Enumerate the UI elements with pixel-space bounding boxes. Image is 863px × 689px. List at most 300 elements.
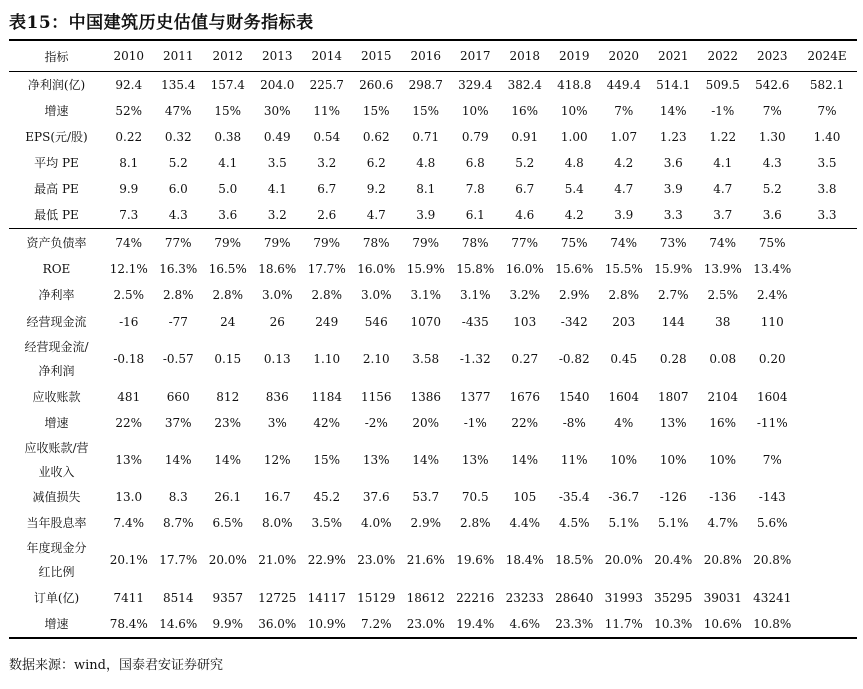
table-cell: 16.0%: [357, 262, 396, 276]
table-cell: 23.3%: [555, 617, 594, 631]
table-cell: 39031: [703, 590, 742, 605]
table-cell: 15%: [412, 104, 440, 118]
table-cell: 203: [612, 314, 636, 329]
table-cell: 4.2: [614, 156, 634, 170]
table-cell: 2.8%: [163, 288, 194, 302]
table-row: [9, 536, 857, 584]
table-cell: 0.20: [758, 352, 786, 366]
table-cell: 9.9%: [212, 617, 243, 631]
table-cell: 20.8%: [753, 553, 792, 567]
table-cell: 7%: [762, 453, 782, 467]
table-cell: 3.8: [817, 182, 837, 196]
header-year: 2017: [459, 49, 491, 63]
table-cell: 1.10: [313, 352, 341, 366]
table-cell: 6.5%: [212, 516, 243, 530]
table-cell: 78.4%: [109, 617, 148, 631]
header-year: 2024E: [807, 49, 847, 63]
row-label: 年度现金分 红比例: [26, 541, 87, 579]
table-cell: 79%: [263, 235, 291, 250]
table-cell: -0.57: [162, 352, 194, 366]
table-cell: 1070: [410, 314, 442, 329]
table-cell: 2.8%: [608, 288, 639, 302]
table-cell: 449.4: [606, 78, 641, 92]
table-cell: -342: [560, 314, 588, 329]
table-cell: -36.7: [608, 490, 640, 504]
table-cell: 514.1: [656, 78, 691, 92]
header-year: 2016: [410, 49, 442, 63]
source-note: 数据来源：wind，国泰君安证券研究: [9, 658, 223, 673]
table-cell: 3.1%: [410, 288, 441, 302]
table-cell: 8.7%: [163, 516, 194, 530]
table-cell: 5.2: [168, 156, 188, 170]
table-row: [9, 584, 857, 611]
row-label: 经营现金流: [26, 314, 87, 329]
table-row: [9, 228, 857, 256]
table-cell: -1%: [711, 104, 735, 118]
table-cell: 0.45: [610, 352, 638, 366]
table-cell: 3%: [267, 416, 287, 430]
table-cell: -435: [461, 314, 489, 329]
row-label: 增速: [44, 617, 69, 631]
table-cell: 1.23: [659, 130, 687, 144]
table-cell: 8.0%: [262, 516, 293, 530]
header-label: 指标: [44, 49, 69, 64]
table-cell: 3.0%: [361, 288, 392, 302]
table-cell: 8.1: [416, 182, 436, 196]
table-cell: -8%: [562, 416, 586, 430]
header-year: 2013: [261, 49, 293, 63]
table-cell: 8.1: [119, 156, 139, 170]
header-year: 2018: [509, 49, 541, 63]
table-row: [9, 510, 857, 536]
table-cell: 10%: [461, 104, 489, 118]
table-cell: 10.3%: [654, 617, 693, 631]
table-cell: 542.6: [755, 78, 790, 92]
table-cell: 23.0%: [357, 553, 396, 567]
table-cell: 812: [216, 389, 240, 404]
table-cell: 15.8%: [456, 262, 495, 276]
table-row: [9, 383, 857, 410]
table-cell: 22%: [511, 416, 539, 430]
table-cell: 418.8: [557, 78, 592, 92]
row-label: 当年股息率: [26, 516, 87, 530]
table-cell: 10%: [560, 104, 588, 118]
table-row: [9, 282, 857, 308]
table-cell: 22216: [456, 590, 495, 605]
table-cell: 13.9%: [703, 262, 742, 276]
table-cell: -1.32: [459, 352, 491, 366]
table-cell: 35295: [654, 590, 693, 605]
table-cell: 30%: [263, 104, 291, 118]
table-cell: 22.9%: [307, 553, 346, 567]
table-cell: -136: [709, 490, 737, 504]
table-cell: 20.0%: [208, 553, 247, 567]
row-label: 最高 PE: [34, 182, 79, 196]
table-cell: 0.91: [511, 130, 539, 144]
table-row: [9, 176, 857, 202]
table-cell: 8.3: [168, 490, 188, 504]
table-cell: 13.0: [115, 490, 143, 504]
table-cell: 15%: [313, 453, 341, 467]
table-cell: 3.6: [663, 156, 683, 170]
table-row: [9, 611, 857, 637]
table-cell: 2.8%: [460, 516, 491, 530]
table-cell: 42%: [313, 416, 341, 430]
table-cell: 2.6: [317, 208, 337, 222]
table-cell: 1676: [509, 389, 541, 404]
table-cell: 4.0%: [361, 516, 392, 530]
table-cell: 13%: [115, 453, 143, 467]
table-cell: 9357: [212, 590, 244, 605]
table-cell: 3.7: [713, 208, 733, 222]
table-cell: 225.7: [309, 78, 344, 92]
table-cell: 19.4%: [456, 617, 495, 631]
table-cell: 16.7: [263, 490, 291, 504]
table-cell: 4.4%: [509, 516, 540, 530]
table-cell: 18.6%: [258, 262, 297, 276]
table-cell: -35.4: [558, 490, 590, 504]
table-cell: 36.0%: [258, 617, 297, 631]
table-cell: 17.7%: [159, 553, 198, 567]
table-cell: 15129: [357, 590, 396, 605]
table-cell: 5.1%: [658, 516, 689, 530]
table-cell: 7.2%: [361, 617, 392, 631]
table-cell: 47%: [164, 104, 192, 118]
table-cell: 9.9: [119, 182, 139, 196]
table-cell: -126: [659, 490, 687, 504]
table-cell: 157.4: [210, 78, 245, 92]
table-cell: 1.30: [758, 130, 786, 144]
row-label: EPS(元/股): [25, 130, 88, 144]
table-cell: 70.5: [461, 490, 489, 504]
header-year: 2021: [657, 49, 689, 63]
table-cell: 16.0%: [505, 262, 544, 276]
row-label: 最低 PE: [34, 208, 79, 222]
table-cell: 38: [715, 314, 731, 329]
table-cell: 1184: [311, 389, 343, 404]
table-cell: 0.49: [263, 130, 291, 144]
table-cell: 17.7%: [307, 262, 346, 276]
table-cell: 92.4: [115, 78, 143, 92]
table-cell: 2.10: [362, 352, 390, 366]
table-cell: 31993: [604, 590, 643, 605]
table-cell: 73%: [659, 235, 687, 250]
table-cell: -11%: [756, 416, 788, 430]
table-cell: 4.3: [168, 208, 188, 222]
table-cell: 5.2: [762, 182, 782, 196]
table-cell: 21.6%: [406, 553, 445, 567]
table-cell: 1540: [558, 389, 590, 404]
table-cell: 8514: [162, 590, 194, 605]
table-cell: 2.8%: [212, 288, 243, 302]
table-cell: 20.4%: [654, 553, 693, 567]
table-cell: 10.6%: [703, 617, 742, 631]
header-year: 2023: [756, 49, 788, 63]
table-cell: 509.5: [705, 78, 740, 92]
table-cell: 2.5%: [113, 288, 144, 302]
table-cell: 18.4%: [505, 553, 544, 567]
table-cell: 0.38: [214, 130, 242, 144]
row-label: 净利率: [38, 288, 75, 302]
table-cell: 11%: [560, 453, 588, 467]
table-row: [9, 124, 857, 150]
table-cell: 204.0: [260, 78, 295, 92]
table-row: [9, 202, 857, 228]
table-row: [9, 410, 857, 436]
table-cell: 3.5%: [311, 516, 342, 530]
header-year: 2020: [608, 49, 640, 63]
table-cell: 16.5%: [208, 262, 247, 276]
table-cell: 3.0%: [262, 288, 293, 302]
table-cell: 249: [315, 314, 339, 329]
table-cell: 6.7: [515, 182, 535, 196]
table-cell: 3.9: [614, 208, 634, 222]
table-cell: 4.3: [762, 156, 782, 170]
table-cell: 1.00: [560, 130, 588, 144]
table-cell: 15.9%: [406, 262, 445, 276]
table-cell: 382.4: [507, 78, 542, 92]
table-cell: 2.8%: [311, 288, 342, 302]
table-cell: 4.7: [614, 182, 634, 196]
table-cell: 0.54: [313, 130, 341, 144]
table-cell: 10.8%: [753, 617, 792, 631]
header-year: 2022: [707, 49, 739, 63]
table-cell: -2%: [364, 416, 388, 430]
table-cell: 74%: [709, 235, 737, 250]
table-cell: 18612: [406, 590, 445, 605]
table-cell: 0.71: [412, 130, 440, 144]
table-body: [9, 72, 857, 637]
table-cell: 3.2: [267, 208, 287, 222]
table-cell: 3.3: [817, 208, 837, 222]
table-cell: 6.8: [465, 156, 485, 170]
table-cell: 15.9%: [654, 262, 693, 276]
table-cell: 20.8%: [703, 553, 742, 567]
header-year: 2015: [360, 49, 392, 63]
table-cell: 13%: [659, 416, 687, 430]
header-year: 2012: [212, 49, 244, 63]
table-cell: 19.6%: [456, 553, 495, 567]
table-cell: 43241: [753, 590, 792, 605]
table-cell: 13%: [461, 453, 489, 467]
table-cell: 5.1%: [608, 516, 639, 530]
table-cell: 2.9%: [410, 516, 441, 530]
table-cell: 16%: [511, 104, 539, 118]
table-cell: 10.9%: [307, 617, 346, 631]
table-cell: 74%: [610, 235, 638, 250]
table-cell: 4.7: [366, 208, 386, 222]
table-cell: 4.6%: [509, 617, 540, 631]
table-cell: 79%: [412, 235, 440, 250]
table-cell: 52%: [115, 104, 143, 118]
table-cell: 260.6: [359, 78, 394, 92]
table-cell: 15.6%: [555, 262, 594, 276]
table-cell: 16.3%: [159, 262, 198, 276]
table-cell: 5.0: [218, 182, 238, 196]
table-cell: 7%: [817, 104, 837, 118]
table-cell: 7.3: [119, 208, 139, 222]
table-cell: 0.28: [659, 352, 687, 366]
table-cell: 1604: [608, 389, 640, 404]
table-row: [9, 335, 857, 383]
table-cell: 77%: [511, 235, 539, 250]
table-cell: 3.2: [317, 156, 337, 170]
table-cell: 10%: [709, 453, 737, 467]
header-year: 2011: [162, 49, 194, 63]
table-cell: 45.2: [313, 490, 341, 504]
table-cell: 4.7%: [707, 516, 738, 530]
table-cell: 836: [265, 389, 289, 404]
table-cell: 3.1%: [460, 288, 491, 302]
table-cell: -16: [119, 314, 139, 329]
table-cell: 4.8: [564, 156, 584, 170]
table-cell: 1.40: [813, 130, 841, 144]
table-row: [9, 72, 857, 98]
table-cell: 0.79: [461, 130, 489, 144]
table-title: 表15：中国建筑历史估值与财务指标表: [9, 13, 314, 33]
table-cell: 7%: [762, 104, 782, 118]
header-year: 2014: [311, 49, 343, 63]
table-cell: 24: [220, 314, 236, 329]
row-label: 订单(亿): [33, 590, 80, 605]
header-year: 2019: [558, 49, 590, 63]
table-cell: 13%: [362, 453, 390, 467]
table-cell: 23233: [505, 590, 544, 605]
table-cell: 14%: [511, 453, 539, 467]
table-cell: 74%: [115, 235, 143, 250]
table-cell: 4%: [614, 416, 634, 430]
table-cell: 0.22: [115, 130, 143, 144]
table-cell: 1807: [657, 389, 689, 404]
table-cell: 37.6: [362, 490, 390, 504]
table-cell: 14.6%: [159, 617, 198, 631]
table-cell: 2.5%: [707, 288, 738, 302]
table-cell: 546: [364, 314, 388, 329]
table-cell: 4.5%: [559, 516, 590, 530]
table-cell: 26.1: [214, 490, 242, 504]
table-cell: 10%: [659, 453, 687, 467]
financial-table: [9, 39, 857, 639]
table-row: [9, 308, 857, 335]
row-label: 减值损失: [32, 490, 81, 504]
table-cell: 75%: [758, 235, 786, 250]
table-cell: 14%: [659, 104, 687, 118]
table-cell: 4.1: [218, 156, 238, 170]
table-cell: 2104: [707, 389, 739, 404]
table-cell: 3.3: [663, 208, 683, 222]
table-cell: 12725: [258, 590, 297, 605]
table-cell: 582.1: [809, 78, 845, 92]
table-cell: 1.07: [610, 130, 638, 144]
row-label: 经营现金流/ 净利润: [24, 340, 89, 378]
row-label: 应收账款/营 业收入: [24, 441, 89, 479]
row-label: 增速: [44, 104, 69, 118]
table-cell: 2.7%: [658, 288, 689, 302]
table-cell: 18.5%: [555, 553, 594, 567]
table-cell: 2.9%: [559, 288, 590, 302]
table-cell: 12%: [263, 453, 291, 467]
table-cell: 20.1%: [109, 553, 148, 567]
table-cell: 0.13: [263, 352, 291, 366]
table-cell: 6.7: [317, 182, 337, 196]
row-label: 增速: [44, 416, 69, 430]
table-cell: 14%: [214, 453, 242, 467]
table-cell: 105: [513, 490, 537, 504]
table-cell: 15.5%: [604, 262, 643, 276]
table-cell: 26: [269, 314, 285, 329]
table-cell: 1156: [360, 389, 392, 404]
table-cell: 0.08: [709, 352, 737, 366]
table-cell: 10%: [610, 453, 638, 467]
table-cell: 22%: [115, 416, 143, 430]
table-cell: -77: [168, 314, 188, 329]
table-cell: 15%: [214, 104, 242, 118]
table-cell: 5.2: [515, 156, 535, 170]
table-cell: 6.0: [168, 182, 188, 196]
table-cell: 14117: [307, 590, 346, 605]
table-cell: 7%: [614, 104, 634, 118]
table-cell: 1604: [756, 389, 788, 404]
table-cell: 144: [661, 314, 685, 329]
row-label: 资产负债率: [26, 235, 87, 250]
table-cell: 14%: [412, 453, 440, 467]
table-cell: 2.4%: [757, 288, 788, 302]
table-cell: 660: [166, 389, 190, 404]
table-cell: 298.7: [408, 78, 443, 92]
table-cell: 4.1: [713, 156, 733, 170]
table-cell: 3.58: [412, 352, 440, 366]
table-cell: -1%: [463, 416, 487, 430]
table-cell: 4.2: [564, 208, 584, 222]
table-cell: 20%: [412, 416, 440, 430]
table-cell: 14%: [164, 453, 192, 467]
table-cell: 11%: [313, 104, 341, 118]
row-label: 平均 PE: [34, 156, 79, 170]
row-label: ROE: [42, 262, 71, 276]
table-cell: 135.4: [161, 78, 196, 92]
table-cell: 21.0%: [258, 553, 297, 567]
table-cell: 7.8: [465, 182, 485, 196]
table-cell: 103: [513, 314, 537, 329]
table-cell: 75%: [560, 235, 588, 250]
table-cell: 481: [117, 389, 141, 404]
table-cell: 329.4: [458, 78, 493, 92]
table-cell: 78%: [362, 235, 390, 250]
table-cell: 3.6: [762, 208, 782, 222]
table-cell: 3.2%: [509, 288, 540, 302]
table-cell: 79%: [313, 235, 341, 250]
table-cell: 11.7%: [604, 617, 643, 631]
table-cell: 9.2: [366, 182, 386, 196]
table-row: [9, 436, 857, 484]
table-cell: 3.5: [267, 156, 287, 170]
table-row: [9, 484, 857, 510]
table-cell: 4.6: [515, 208, 535, 222]
table-cell: 5.6%: [757, 516, 788, 530]
table-cell: 16%: [709, 416, 737, 430]
table-cell: 20.0%: [604, 553, 643, 567]
table-cell: 3.6: [218, 208, 238, 222]
table-row: [9, 98, 857, 124]
row-label: 应收账款: [32, 389, 81, 404]
table-cell: 6.1: [465, 208, 485, 222]
table-cell: 0.27: [511, 352, 539, 366]
table-cell: 4.8: [416, 156, 436, 170]
table-cell: 13.4%: [753, 262, 792, 276]
table-cell: 3.9: [416, 208, 436, 222]
table-cell: 23.0%: [406, 617, 445, 631]
table-cell: 7.4%: [113, 516, 144, 530]
